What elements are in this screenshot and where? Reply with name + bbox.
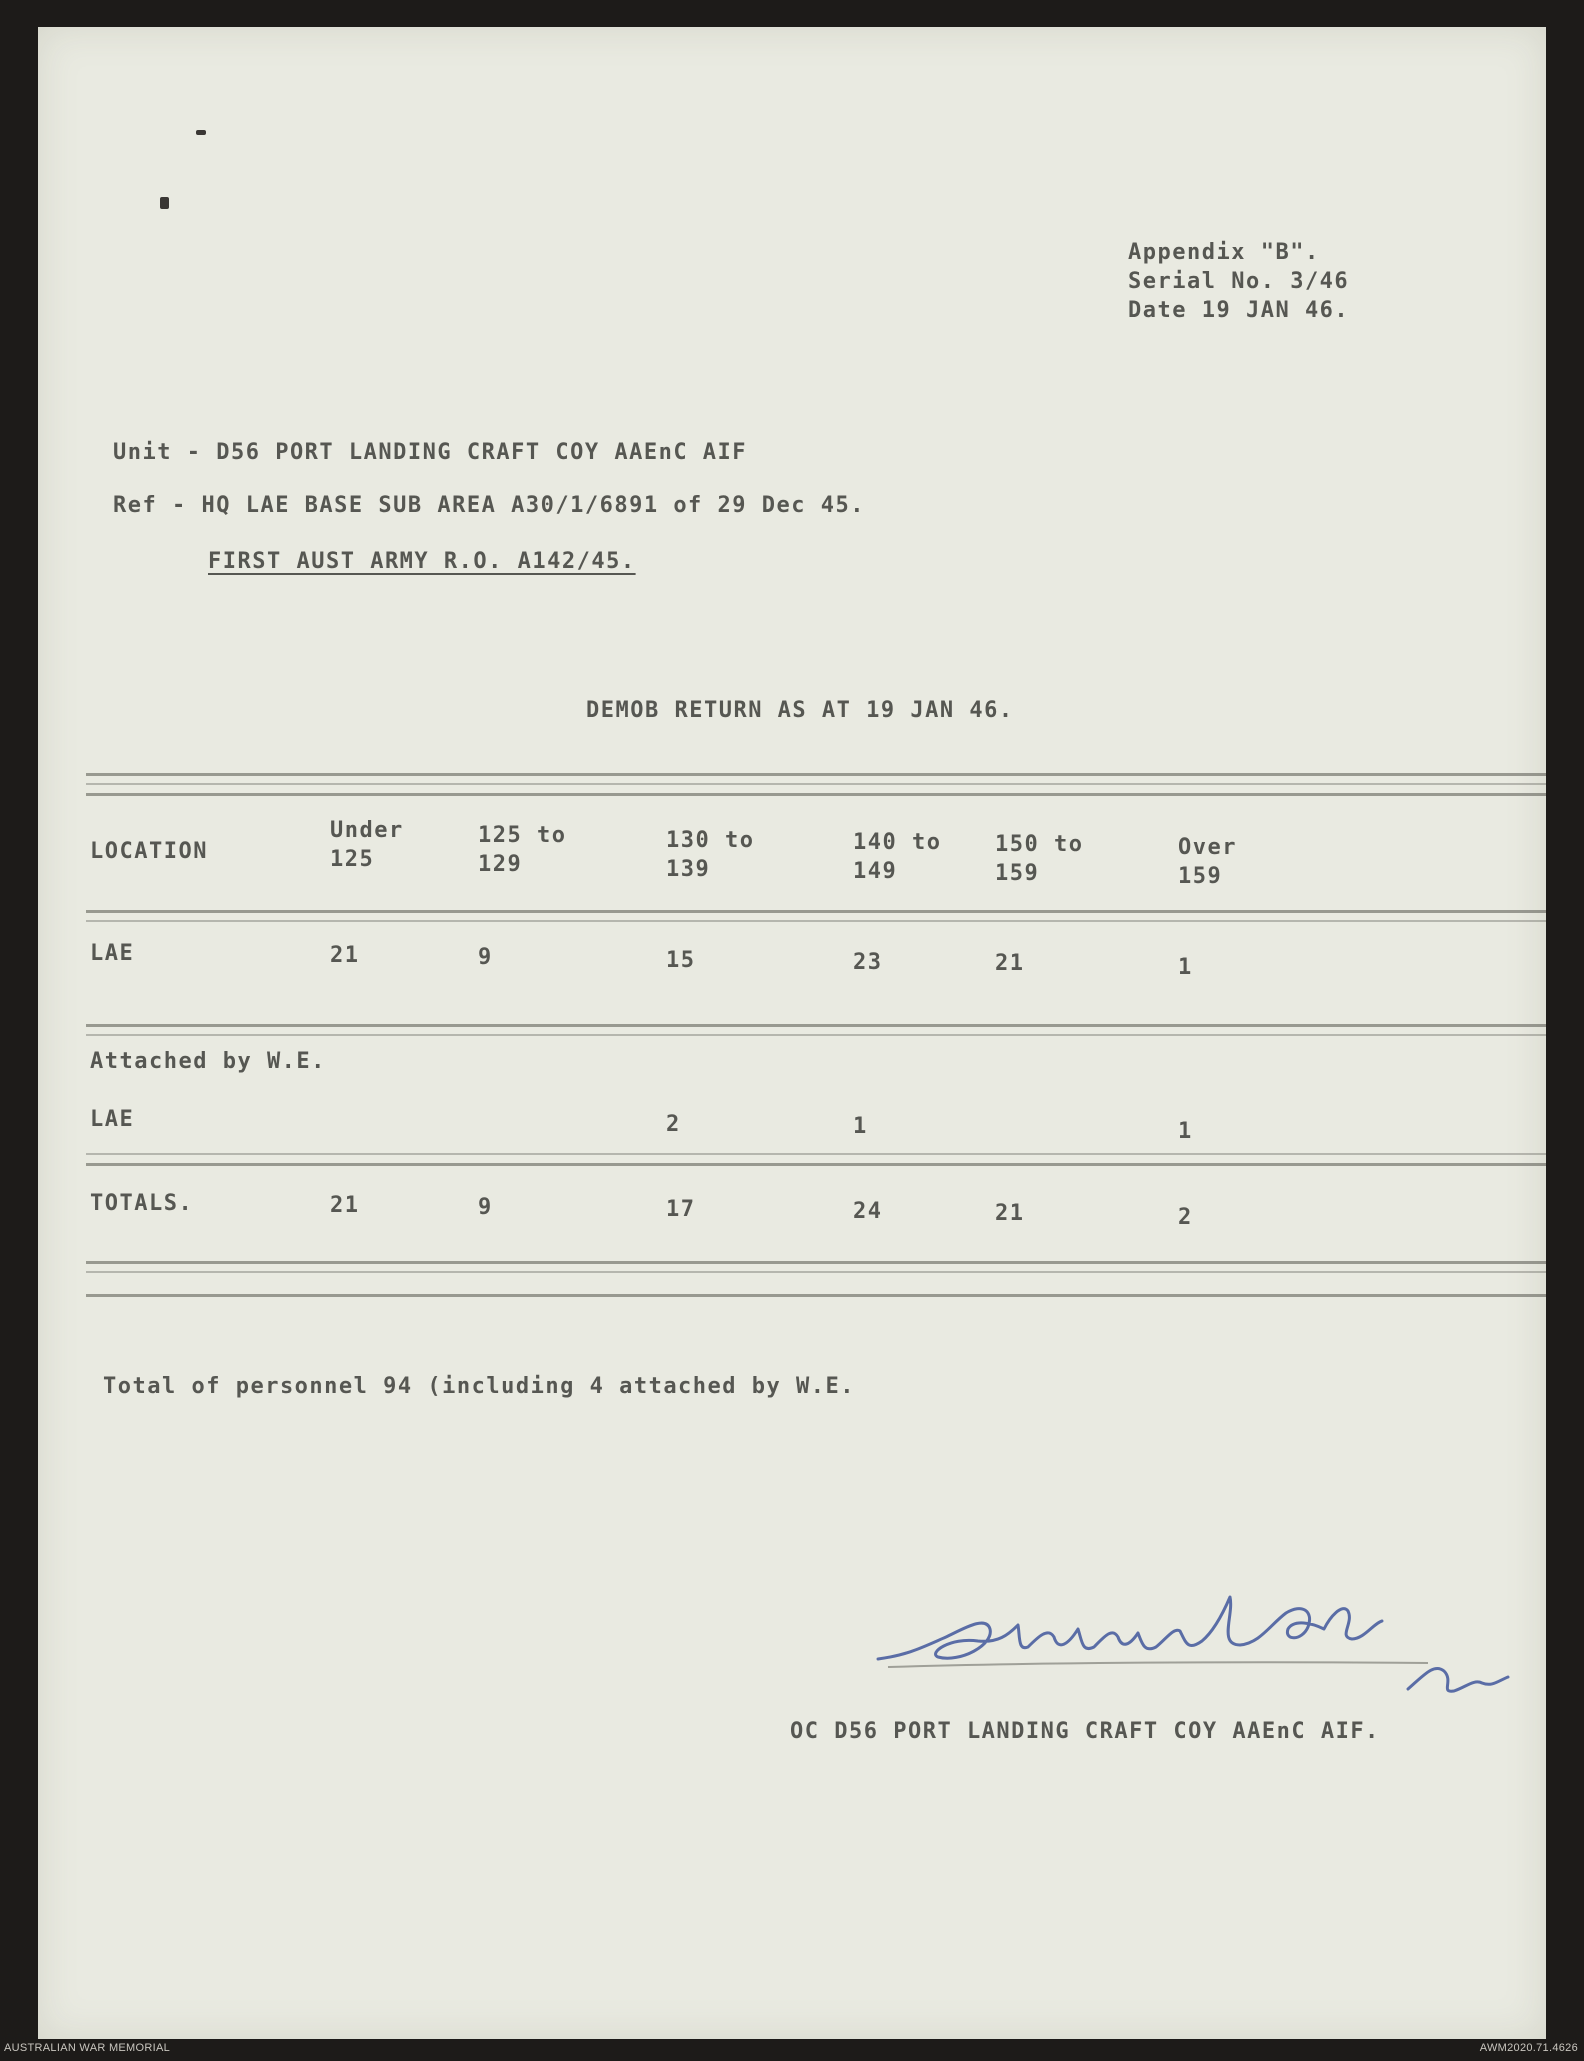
table-cell: 23 [853,950,883,975]
header-location: LOCATION [90,839,208,864]
header-125-129-l2: 129 [478,852,523,877]
return-title: DEMOB RETURN AS AT 19 JAN 46. [586,698,1014,723]
table-cell: 21 [995,1201,1025,1226]
table-cell: 2 [1178,1205,1193,1230]
table-rule-mid-2 [86,1034,1546,1036]
table-cell: 1 [1178,955,1193,980]
signature-block: OC D56 PORT LANDING CRAFT COY AAEnC AIF. [790,1719,1380,1744]
document-page [38,27,1546,2039]
header-150-159-l2: 159 [995,861,1040,886]
table-cell: 15 [666,948,696,973]
header-130-139-l1: 130 to [666,828,755,853]
header-140-149-l2: 149 [853,859,898,884]
serial-number: Serial No. 3/46 [1128,269,1350,294]
table-rule-totals [86,1153,1546,1155]
footer-source: AUSTRALIAN WAR MEMORIAL [4,2042,171,2054]
table-cell: 1 [853,1114,868,1139]
table-cell: 1 [1178,1119,1193,1144]
table-row-attached-location: LAE [90,1107,135,1132]
header-under-125-l1: Under [330,818,404,843]
header-under-125-l2: 125 [330,847,375,872]
table-rule-top-2 [86,783,1546,785]
punch-hole-bottom [160,197,169,209]
punch-hole-top [196,130,206,135]
table-cell: 17 [666,1197,696,1222]
table-rule-bottom [86,1261,1546,1264]
table-cell: 9 [478,945,493,970]
table-rule-header [86,910,1546,913]
attached-label: Attached by W.E. [90,1049,326,1074]
total-personnel-line: Total of personnel 94 (including 4 attached by W.E. [103,1374,856,1399]
ref-line: Ref - HQ LAE BASE SUB AREA A30/1/6891 of 29 Dec 45. [113,493,866,518]
header-130-139-l2: 139 [666,857,711,882]
handwritten-signature [868,1567,1548,1717]
table-rule-mid [86,1024,1546,1027]
footer-accession: AWM2020.71.4626 [1479,2042,1578,2054]
table-rule-top [86,773,1546,776]
table-rule-header-2 [86,920,1546,922]
table-cell: 21 [330,1193,360,1218]
table-rule-top-3 [86,793,1546,796]
table-rule-bottom-2 [86,1271,1546,1273]
table-rule-bottom-3 [86,1294,1546,1297]
table-row-lae-location: LAE [90,941,135,966]
table-cell: 24 [853,1199,883,1224]
document-date: Date 19 JAN 46. [1128,298,1350,323]
header-over-159-l2: 159 [1178,864,1223,889]
table-cell: 2 [666,1112,681,1137]
header-150-159-l1: 150 to [995,832,1084,857]
unit-line: Unit - D56 PORT LANDING CRAFT COY AAEnC AIF [113,440,748,465]
header-over-159-l1: Over [1178,835,1237,860]
ref-line-secondary: FIRST AUST ARMY R.O. A142/45. [208,549,636,574]
table-cell: 21 [330,943,360,968]
header-125-129-l1: 125 to [478,823,567,848]
table-row-totals-label: TOTALS. [90,1191,194,1216]
header-140-149-l1: 140 to [853,830,942,855]
appendix-label: Appendix "B". [1128,240,1320,265]
table-cell: 21 [995,951,1025,976]
table-rule-totals-2 [86,1163,1546,1166]
table-cell: 9 [478,1195,493,1220]
